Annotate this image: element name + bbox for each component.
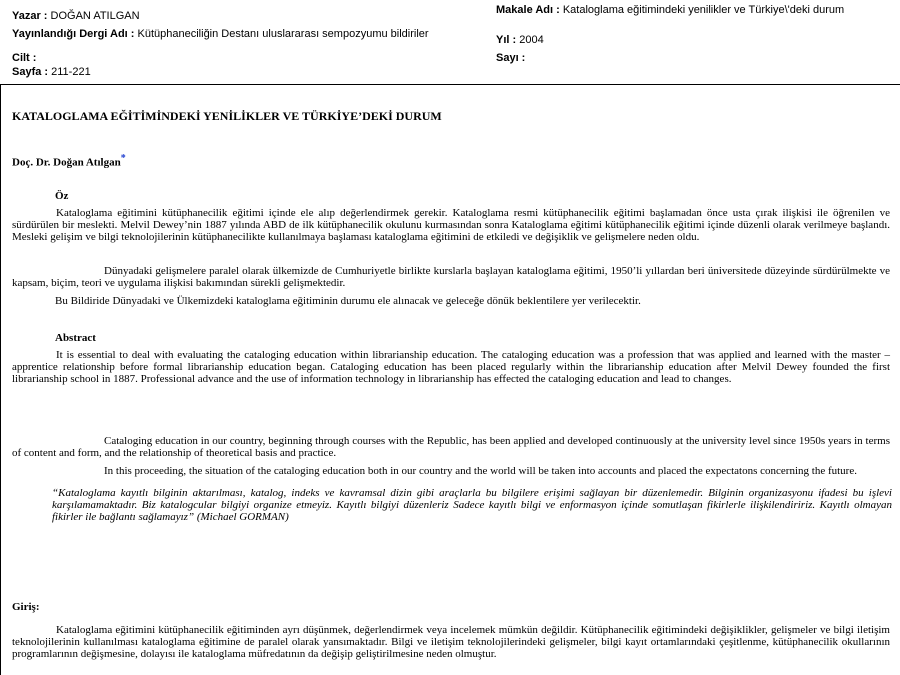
meta-issue-label: Sayı : xyxy=(496,52,526,64)
meta-pages-value: 211-221 xyxy=(51,66,91,78)
meta-author-label: Yazar : xyxy=(12,10,48,22)
oz-paragraph-2: Dünyadaki gelişmelere paralel olarak ülkemizde de Cumhuriyetle birlikte kurslarla başlayan kataloglama eğitimi, 1950’li yıllardan beri üniversitede düzeyinde sürdürülmekte ve kapsam, biçim, teori ve uygulama ilişkisi bakımından sürekli gelişmektedir. xyxy=(12,265,890,289)
meta-journal-value: Kütüphaneciliğin Destanı uluslararası sempozyumu bildiriler xyxy=(137,28,429,40)
meta-year-label: Yıl : xyxy=(496,34,517,46)
paper-author xyxy=(12,153,126,169)
oz-paragraph-3: Bu Bildiride Dünyadaki ve Ülkemizdeki kataloglama eğitiminin durumu ele alınacak ve geleceğe dönük beklentilere yer verilecektir. xyxy=(55,295,641,307)
meta-author-value: DOĞAN ATILGAN xyxy=(50,10,140,22)
meta-pages-label: Sayfa : xyxy=(12,66,49,78)
meta-volume xyxy=(12,52,36,64)
meta-year-value: 2004 xyxy=(519,34,544,46)
oz-heading: Öz xyxy=(55,190,69,202)
meta-year xyxy=(496,34,544,46)
meta-journal-label: Yayınlandığı Dergi Adı : xyxy=(12,28,135,40)
meta-article-label: Makale Adı : xyxy=(496,4,560,16)
meta-article xyxy=(496,4,886,16)
meta-journal xyxy=(12,28,472,40)
meta-article-value: Kataloglama eğitimindeki yenilikler ve Türkiye\'deki durum xyxy=(562,4,845,16)
paper-title: KATALOGLAMA EĞİTİMİNDEKİ YENİLİKLER VE TÜRKİYE’DEKİ DURUM xyxy=(12,109,442,123)
author-name: Doç. Dr. Doğan Atılgan xyxy=(12,156,121,169)
abstract-paragraph-1: It is essential to deal with evaluating the cataloging education within librarianship education. The cataloging education was a profession that was applied and learned with the master – apprentice relationship before formal librarianship education began. Cataloging education has been placed regularly within the librarianship education after Melvil Dewey founded the first librarianship school in 1887. Professional advance and the use of information technology in librarianship has effected the cataloging education and lead to changes. xyxy=(12,349,890,385)
intro-heading: Giriş: xyxy=(12,601,40,613)
abstract-paragraph-3: In this proceeding, the situation of the cataloging education both in our country and the world will be taken into accounts and placed the expectatons concerning the future. xyxy=(104,465,857,477)
meta-pages xyxy=(12,66,91,78)
meta-issue xyxy=(496,52,525,64)
intro-paragraph-1: Kataloglama eğitimini kütüphanecilik eğitiminden ayrı düşünmek, değerlendirmek veya incelemek mümkün değildir. Kütüphanecilik eğitimindeki değişiklikler, gelişmeler ve bilgi iletişim teknolojilerinin kullanılması kataloglama eğitimine de paralel olarak yansımaktadır. Bilgi ve iletişim teknolojilerindeki gelişmeler, bilgi kayıt ortamlarındaki çeşitlenme, kütüphanecilik okullarının programlarının değişmesine, dolayısı ile kataloglama müfredatının da değişip geliştirilmesine neden olmuştur. xyxy=(12,624,890,660)
header-divider xyxy=(0,84,900,85)
footnote-mark[interactable]: * xyxy=(120,153,126,164)
abstract-heading: Abstract xyxy=(55,332,96,344)
abstract-paragraph-2: Cataloging education in our country, beginning through courses with the Republic, has been applied and developed continuously at the university level since 1950s years in terms of content and form, and the relationship of theoretical basis and practice. xyxy=(12,435,890,459)
epigraph-quote: “Kataloglama kayıtlı bilginin aktarılması, katalog, indeks ve kavramsal dizin gibi araçlarla bu bilgilere erişimi sağlayan bir düzenlemedir. Bilginin organizasyonu ifadesi bu işlevi karşılamamaktadır. Biz katalogcular bilgiyi organize etmeyiz. Kayıtlı bilgiyi düzenleriz Sadece kayıtlı bilgi ve enformasyon içinde somutlaşan fikirlerle ilişkilendiririz. Kayıtlı olmayan fikirler ile bağlantı sağlamayız” (Michael GORMAN) xyxy=(52,487,892,523)
oz-paragraph-1: Kataloglama eğitimini kütüphanecilik eğitimi içinde ele alıp değerlendirmek gerekir. Kataloglama resmi kütüphanecilik eğitimi başlamadan önce usta çırak ilişkisi ile öğrenilen ve sürdürülen bir meslekti. Melvil Dewey’nin 1887 yılında ABD de ilk kütüphanecilik okulunu kurmasından sonra Kataloglama eğitimi kütüphanecilik eğitimi içinde düzenli olarak verilmeye başlandı. Mesleki gelişim ve bilgi teknolojilerinin kütüphanecilikte kullanılmaya başlaması kataloglama eğitimini de etkiledi ve değişiklik ve gelişmelere neden oldu. xyxy=(12,207,890,243)
page-left-border xyxy=(0,84,1,675)
meta-volume-label: Cilt : xyxy=(12,52,37,64)
meta-author xyxy=(12,10,140,22)
